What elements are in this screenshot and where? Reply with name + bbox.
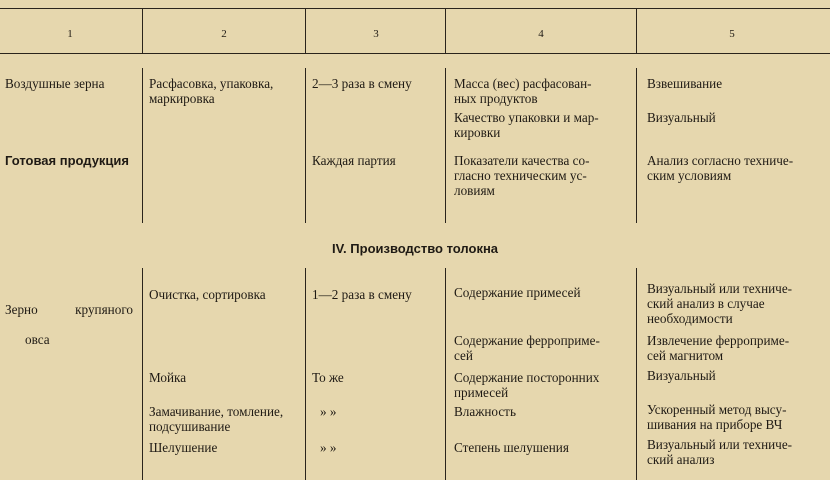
header-col-5: 5 [729,28,735,40]
header-col-4: 4 [538,28,544,40]
row-frequency: Каждая партия [312,153,396,168]
row-method: Взвешивание [647,76,723,91]
col-divider [445,268,446,480]
row-method: Визуальный или техниче- ский анализ [647,437,793,467]
row-frequency: » » [320,404,337,419]
row-frequency: 1—2 раза в смену [312,287,412,302]
header-col-2: 2 [221,28,227,40]
row-method: Визуальный [647,368,716,383]
row-method: Визуальный или техниче- ский анализ в случае необходимости [647,281,793,326]
col-divider [142,268,143,480]
row-parameter: Содержание посторонних примесей [454,370,600,400]
row-method: Извлечение ферроприме- сей магнитом [647,333,790,363]
row-method: Ускоренный метод высу- шивания на приборе ВЧ [647,402,787,432]
col-divider [445,8,446,53]
product-line [5,302,133,317]
row-product: Воздушные зерна [5,76,105,91]
table-top-rule [0,8,830,9]
col-divider [142,68,143,223]
col-divider [305,268,306,480]
row-parameter: Показатели качества со- гласно техническим ус- ловиям [454,153,590,198]
header-bottom-rule [0,53,830,54]
row-parameter: Влажность [454,404,516,419]
row-frequency: » » [320,440,337,455]
col-divider [305,68,306,223]
row-parameter: Масса (вес) расфасован- ных продуктов [454,76,592,106]
header-col-3: 3 [373,28,379,40]
row-frequency: То же [312,370,344,385]
header-col-1: 1 [67,28,73,40]
row-operation: Очистка, сортировка [149,287,266,302]
row-method: Анализ согласно техниче- ским условиям [647,153,794,183]
row-operation: Замачивание, томление, подсушивание [149,404,284,434]
product-word: крупяного [75,302,133,317]
row-product [5,287,133,362]
row-parameter: Качество упаковки и мар- кировки [454,110,599,140]
col-divider [636,8,637,53]
product-line: овса [25,332,50,347]
col-divider [445,68,446,223]
row-operation: Шелушение [149,440,218,455]
row-frequency: 2—3 раза в смену [312,76,412,91]
section-title [0,240,830,258]
row-operation: Мойка [149,370,187,385]
col-divider [305,8,306,53]
row-operation: Расфасовка, упаковка, маркировка [149,76,274,106]
col-divider [636,68,637,223]
product-word: Зерно [5,302,38,317]
row-method: Визуальный [647,110,716,125]
row-parameter: Содержание ферроприме- сей [454,333,600,363]
col-divider [636,268,637,480]
row-parameter: Содержание примесей [454,285,581,300]
col-divider [142,8,143,53]
row-product: Готовая продукция [5,153,130,168]
section-title-text: IV. Производство толокна [331,241,499,256]
row-parameter: Степень шелушения [454,440,569,455]
